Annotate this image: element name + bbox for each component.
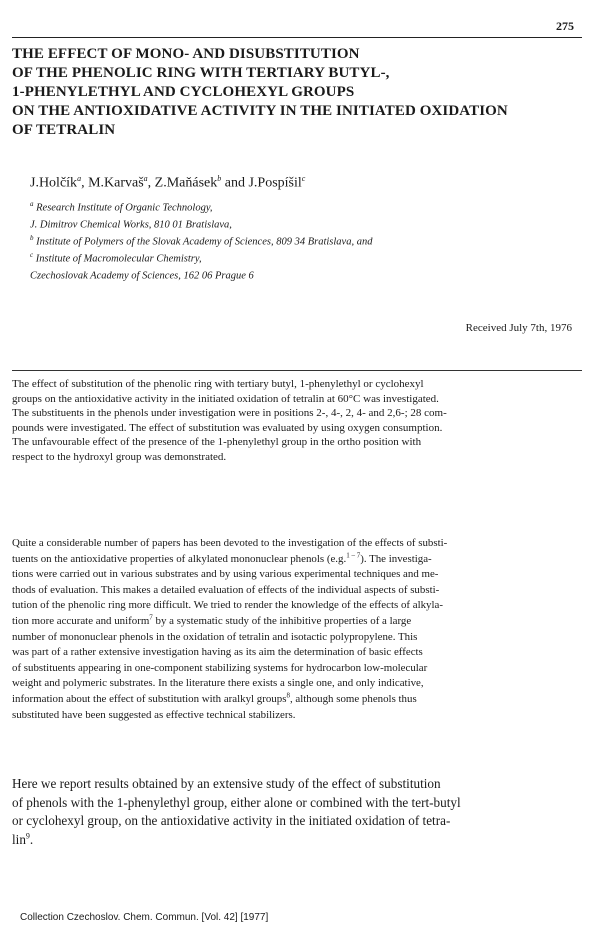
abstract-line: pounds were investigated. The effect of substitution was evaluated by using oxygen consumption. xyxy=(12,421,443,434)
abstract-line: The effect of substitution of the phenolic ring with tertiary butyl, 1-phenylethyl or cyclohexyl xyxy=(12,378,424,390)
body-text: substituted have been suggested as effective technical stabilizers. xyxy=(12,708,296,721)
abstract-line: respect to the hydroxyl group was demonstrated. xyxy=(12,450,227,463)
author-list xyxy=(30,174,305,192)
affiliation-mark: c xyxy=(30,251,34,260)
body-text: . xyxy=(29,831,34,847)
body-line xyxy=(12,708,584,724)
body-text: Here we report results obtained by an extensive study of the effect of substitution xyxy=(12,776,441,791)
body-text: Quite a considerable number of papers has been devoted to the investigation of the effects of substi- xyxy=(12,537,448,549)
page-number: 275 xyxy=(556,19,574,33)
body-paragraph-2 xyxy=(12,775,584,849)
body-text: tions were carried out in various substrates and by using various experimental techniques and me- xyxy=(12,568,439,581)
body-text: tuents on the antioxidative properties of alkylated mononuclear phenols (e.g. xyxy=(12,552,347,565)
journal-footer: Collection Czechoslov. Chem. Commun. [Vol. 42] [1977] xyxy=(20,912,269,923)
body-line xyxy=(12,794,584,813)
affiliation-mark: a xyxy=(30,200,34,208)
affiliation-mark: a xyxy=(77,174,82,183)
title-line: OF THE PHENOLIC RING WITH TERTIARY BUTYL-, xyxy=(12,65,390,81)
body-text: number of mononuclear phenols in the oxidation of tetralin and isotactic polypropylene. This xyxy=(12,630,418,643)
body-paragraph-1 xyxy=(12,536,584,723)
body-text: tion more accurate and uniform xyxy=(12,614,150,627)
header-rule xyxy=(12,37,582,38)
body-text: weight and polymeric substrates. In the literature there exists a single one, and only indicative, xyxy=(12,677,424,690)
affiliation-mark: a xyxy=(143,174,148,183)
affiliations xyxy=(30,198,372,283)
affiliation-line xyxy=(30,198,372,215)
body-text: ). The investiga- xyxy=(360,552,432,565)
citation-ref: 1 – 7 xyxy=(346,551,361,559)
body-text: , although some phenols thus xyxy=(289,692,417,705)
abstract-rule xyxy=(12,370,582,371)
abstract-line: The unfavourable effect of the presence of the 1-phenylethyl group in the ortho position with xyxy=(12,436,422,449)
body-line xyxy=(12,812,584,831)
title-line: THE EFFECT OF MONO- AND DISUBSTITUTION xyxy=(12,46,360,62)
author-separator: and xyxy=(221,175,249,191)
body-line xyxy=(12,630,584,646)
body-line xyxy=(12,598,584,614)
body-text: or cyclohexyl group, on the antioxidative activity in the initiated oxidation of tetra- xyxy=(12,813,451,828)
title-line: OF TETRALIN xyxy=(12,122,116,138)
body-text: of substituents appearing in one-component stabilizing systems for hydrocarbon low-molecular xyxy=(12,661,428,674)
paper-title xyxy=(12,45,582,140)
affiliation-text: Institute of Macromolecular Chemistry, xyxy=(35,253,202,265)
affiliation-mark: b xyxy=(30,234,34,243)
affiliation-line xyxy=(30,232,372,249)
affiliation-mark: c xyxy=(301,174,306,183)
body-line xyxy=(12,692,584,708)
body-line xyxy=(12,552,584,568)
abstract-line: groups on the antioxidative activity in the initiated oxidation of tetralin at 60°C was investigated. xyxy=(12,392,439,405)
body-text: thods of evaluation. This makes a detailed evaluation of effects of the individual aspects of substi- xyxy=(12,583,440,596)
citation-ref: 9 xyxy=(25,831,30,841)
affiliation-text: J. Dimitrov Chemical Works, 810 01 Bratislava, xyxy=(30,219,232,231)
author-separator: , xyxy=(81,175,89,191)
author-name: J.Holčík xyxy=(30,175,78,191)
title-line: 1-PHENYLETHYL AND CYCLOHEXYL GROUPS xyxy=(12,84,355,100)
body-line xyxy=(12,775,584,794)
received-date: Received July 7th, 1976 xyxy=(465,322,572,334)
body-text: was part of a rather extensive investigation having as its aim the determination of basic effects xyxy=(12,646,423,659)
body-line xyxy=(12,831,584,850)
body-line xyxy=(12,645,584,661)
body-text: by a systematic study of the inhibitive properties of a large xyxy=(152,614,412,627)
affiliation-line xyxy=(30,215,372,232)
abstract xyxy=(12,377,584,465)
body-line xyxy=(12,614,584,630)
citation-ref: 7 xyxy=(149,613,153,622)
body-line xyxy=(12,583,584,599)
body-text: information about the effect of substitution with aralkyl groups xyxy=(12,692,287,705)
affiliation-text: Czechoslovak Academy of Sciences, 162 06 Prague 6 xyxy=(30,270,254,282)
affiliation-text: Research Institute of Organic Technology, xyxy=(36,202,213,214)
body-text: tution of the phenolic ring more difficult. We tried to render the knowledge of the effects of alkyla- xyxy=(12,599,443,612)
abstract-line: The substituents in the phenols under investigation were in positions 2-, 4-, 2, 4- and 2,6-; 28 com- xyxy=(12,407,447,420)
affiliation-text: Institute of Polymers of the Slovak Academy of Sciences, 809 34 Bratislava, and xyxy=(36,236,373,248)
author-name: J.Pospíšil xyxy=(248,175,302,191)
title-line: ON THE ANTIOXIDATIVE ACTIVITY IN THE INITIATED OXIDATION xyxy=(12,103,508,119)
affiliation-mark: b xyxy=(217,174,222,183)
body-line xyxy=(12,536,584,552)
author-separator: , xyxy=(147,175,155,191)
body-text: lin xyxy=(12,831,26,847)
body-line xyxy=(12,567,584,583)
body-text: of phenols with the 1-phenylethyl group, either alone or combined with the tert-butyl xyxy=(12,794,461,810)
body-line xyxy=(12,676,584,692)
author-name: M.Karvaš xyxy=(88,175,144,191)
author-name: Z.Maňásek xyxy=(154,175,218,191)
affiliation-line xyxy=(30,266,372,283)
affiliation-line xyxy=(30,249,372,266)
body-line xyxy=(12,661,584,677)
citation-ref: 8 xyxy=(286,691,290,700)
